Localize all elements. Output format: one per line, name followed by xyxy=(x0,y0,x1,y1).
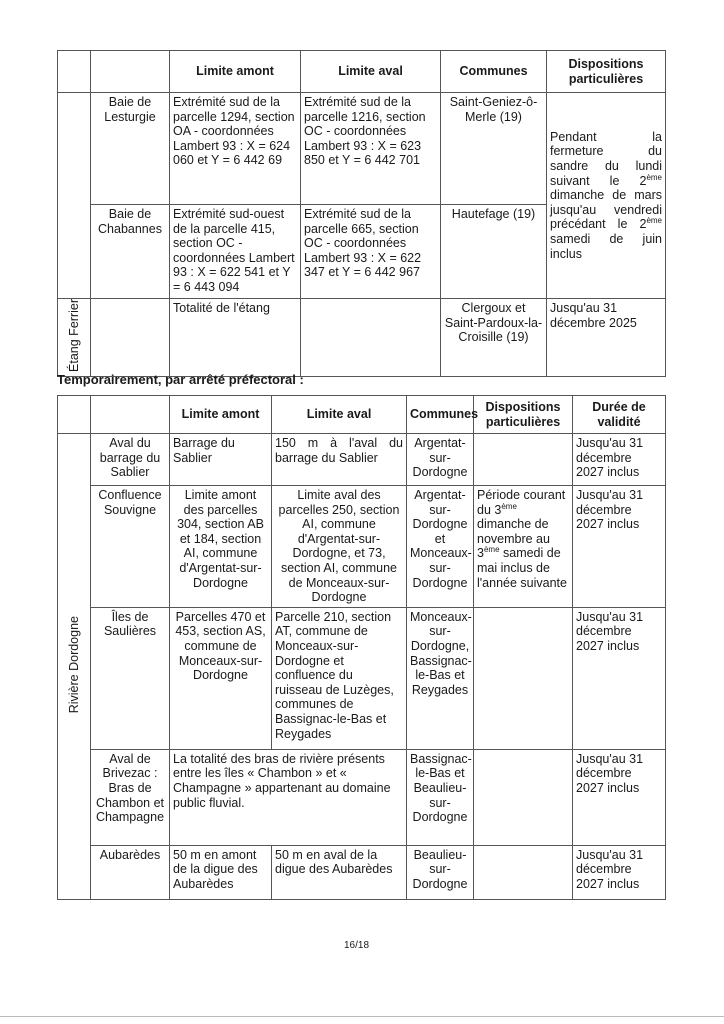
site-name: Aubarèdes xyxy=(91,845,170,899)
header-communes: Communes xyxy=(441,51,547,93)
site-name: Baie de Lesturgie xyxy=(91,93,170,205)
dispositions-cell xyxy=(474,607,573,749)
group-label: Rivière Dordogne xyxy=(66,615,81,714)
communes-cell: Argentat-sur-Dordogne et Monceaux-sur-Dordogne xyxy=(407,486,474,608)
limite-aval-cell: 150 m à l'aval du barrage du Sablier xyxy=(272,434,407,486)
dispositions-cell: Jusqu'au 31 décembre 2025 xyxy=(547,299,666,377)
limite-amont-cell: Barrage du Sablier xyxy=(170,434,272,486)
temporary-zones-table xyxy=(57,395,666,900)
duree-cell: Jusqu'au 31 décembre 2027 inclus xyxy=(573,486,666,608)
communes-cell: Bassignac-le-Bas et Beaulieu-sur-Dordogne xyxy=(407,749,474,845)
site-name: Îles de Saulières xyxy=(91,607,170,749)
duree-cell: Jusqu'au 31 décembre 2027 inclus xyxy=(573,749,666,845)
fishing-zones-table xyxy=(57,50,666,377)
limite-aval-cell xyxy=(301,299,441,377)
site-name: Aval du barrage du Sablier xyxy=(91,434,170,486)
table-row xyxy=(58,607,666,749)
header-dispositions: Dispositions particulières xyxy=(474,396,573,434)
limite-amont-cell: Totalité de l'étang xyxy=(170,299,301,377)
page-bottom-rule xyxy=(0,1016,724,1017)
table-row xyxy=(58,93,666,205)
merged-limits-cell: La totalité des bras de rivière présents entre les îles « Chambon » et « Champagne » appartenant au domaine public fluvial. xyxy=(170,749,407,845)
header-limite-amont: Limite amont xyxy=(170,396,272,434)
site-name: Baie de Chabannes xyxy=(91,205,170,299)
header-limite-amont: Limite amont xyxy=(170,51,301,93)
limite-amont-cell: 50 m en amont de la digue des Aubarèdes xyxy=(170,845,272,899)
site-name xyxy=(91,299,170,377)
dispositions-cell xyxy=(474,434,573,486)
communes-cell: Monceaux-sur-Dordogne, Bassignac-le-Bas et Reygades xyxy=(407,607,474,749)
limite-amont-cell: Limite amont des parcelles 304, section AB et 184, section AI, commune d'Argentat-sur-Dordogne xyxy=(170,486,272,608)
page-number: 16/18 xyxy=(344,940,370,951)
table-row xyxy=(58,749,666,845)
communes-cell: Hautefage (19) xyxy=(441,205,547,299)
limite-amont-cell: Extrémité sud de la parcelle 1294, section OA - coordonnées Lambert 93 : X = 624 060 et Y = 6 442 69 xyxy=(170,93,301,205)
dispositions-cell: Pendant la fermeture du sandre du lundi suivant le 2ème dimanche de mars jusqu'au vendredi précédant le 2ème samedi de juin inclus xyxy=(547,93,666,299)
site-name: Confluence Souvigne xyxy=(91,486,170,608)
limite-aval-cell: Extrémité sud de la parcelle 1216, section OC - coordonnées Lambert 93 : X = 623 850 et Y = 6 442 701 xyxy=(301,93,441,205)
table-row xyxy=(58,299,666,377)
dispositions-cell xyxy=(474,845,573,899)
limite-aval-cell: Extrémité sud de la parcelle 665, section OC - coordonnées Lambert 93 : X = 622 347 et Y = 6 442 967 xyxy=(301,205,441,299)
header-communes: Communes xyxy=(407,396,474,434)
header-limite-aval: Limite aval xyxy=(272,396,407,434)
duree-cell: Jusqu'au 31 décembre 2027 inclus xyxy=(573,607,666,749)
limite-aval-cell: 50 m en aval de la digue des Aubarèdes xyxy=(272,845,407,899)
site-name: Aval de Brivezac : Bras de Chambon et Champagne xyxy=(91,749,170,845)
header-empty xyxy=(58,51,91,93)
duree-cell: Jusqu'au 31 décembre 2027 inclus xyxy=(573,434,666,486)
header-empty xyxy=(91,396,170,434)
table-row xyxy=(58,486,666,608)
communes-cell: Beaulieu-sur-Dordogne xyxy=(407,845,474,899)
group-cell xyxy=(58,93,91,299)
header-empty xyxy=(58,396,91,434)
table-row xyxy=(58,434,666,486)
table-row xyxy=(58,845,666,899)
limite-aval-cell: Limite aval des parcelles 250, section AI, commune d'Argentat-sur-Dordogne, et 73, section AI, commune de Monceaux-sur-Dordogne xyxy=(272,486,407,608)
header-dispositions: Dispositions particulières xyxy=(547,51,666,93)
header-duree: Durée de validité xyxy=(573,396,666,434)
limite-aval-cell: Parcelle 210, section AT, commune de Monceaux-sur-Dordogne et confluence du ruisseau de Luzèges, communes de Bassignac-le-Bas et Reygades xyxy=(272,607,407,749)
dispositions-cell: Période courant du 3ème dimanche de novembre au 3ème samedi de mai inclus de l'année suivante xyxy=(474,486,573,608)
limite-amont-cell: Parcelles 470 et 453, section AS, commune de Monceaux-sur-Dordogne xyxy=(170,607,272,749)
communes-cell: Argentat-sur-Dordogne xyxy=(407,434,474,486)
section-heading: Temporairement, par arrêté préfectoral : xyxy=(57,372,304,387)
group-cell xyxy=(58,434,91,900)
communes-cell: Clergoux et Saint-Pardoux-la-Croisille (19) xyxy=(441,299,547,377)
communes-cell: Saint-Geniez-ô-Merle (19) xyxy=(441,93,547,205)
header-empty xyxy=(91,51,170,93)
header-limite-aval: Limite aval xyxy=(301,51,441,93)
limite-amont-cell: Extrémité sud-ouest de la parcelle 415, section OC - coordonnées Lambert 93 : X = 622 541 et Y = 6 443 094 xyxy=(170,205,301,299)
duree-cell: Jusqu'au 31 décembre 2027 inclus xyxy=(573,845,666,899)
group-label: Étang Ferrier xyxy=(66,299,81,372)
group-cell xyxy=(58,299,91,377)
dispositions-cell xyxy=(474,749,573,845)
